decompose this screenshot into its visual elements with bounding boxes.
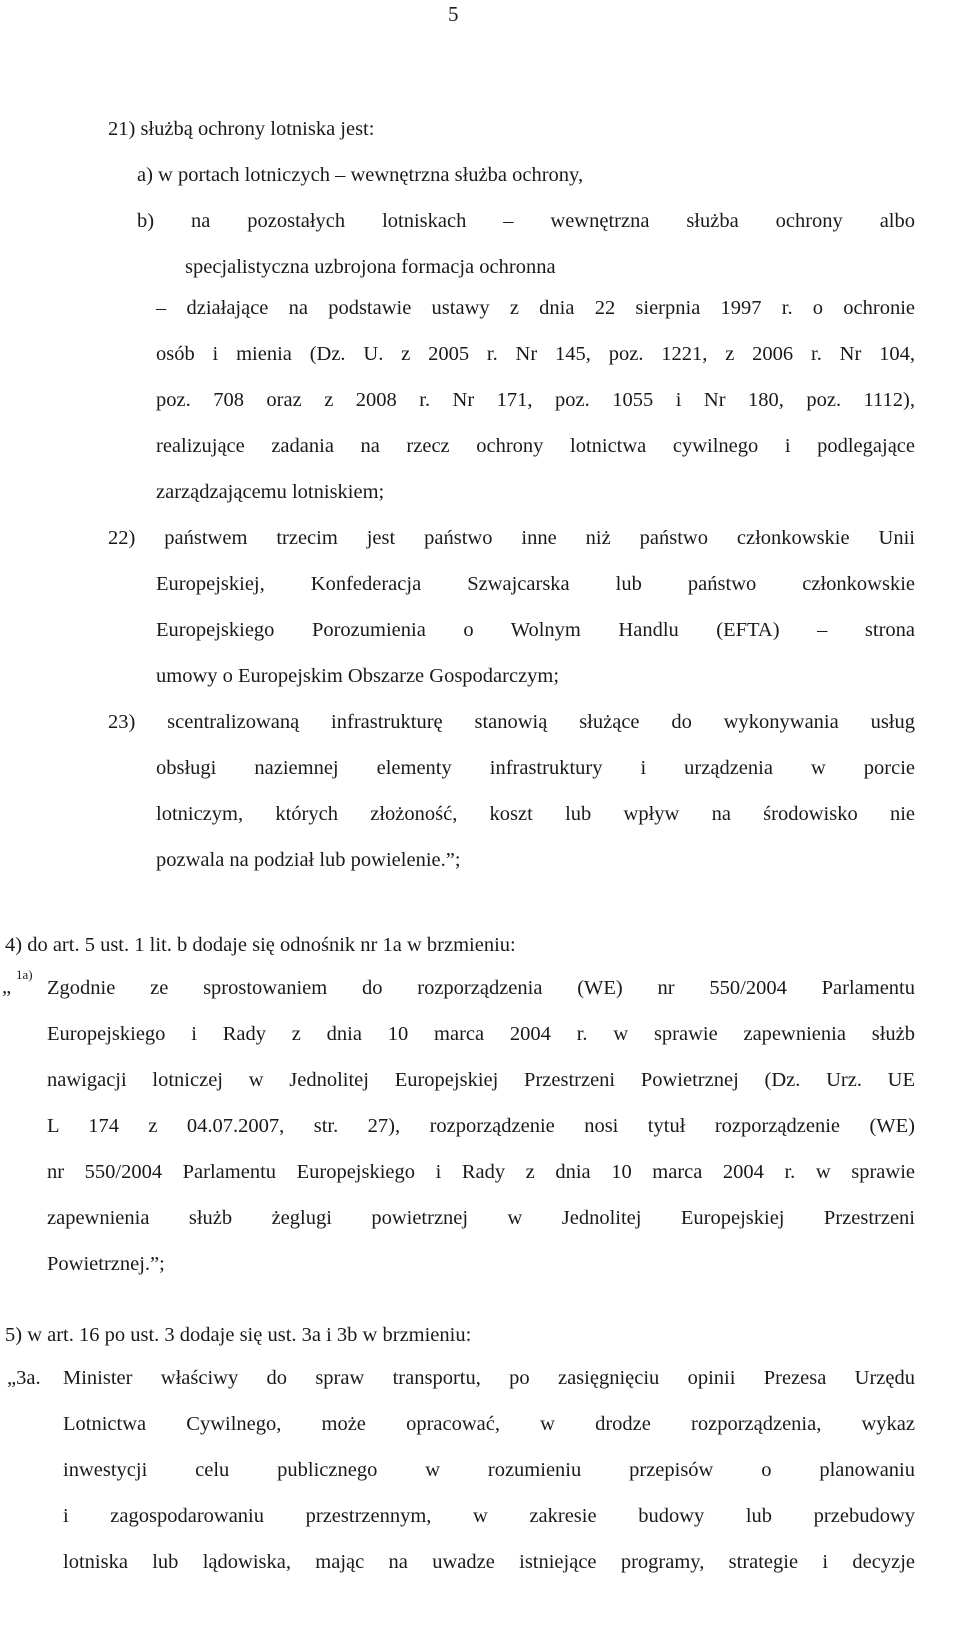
item-22-line: umowy o Europejskim Obszarze Gospodarczym;	[156, 665, 560, 687]
paragraph-3a-line: Minister właściwy do spraw transportu, po zasięgnięciu opinii Prezesa Urzędu	[63, 1367, 915, 1389]
footnote-line: Powietrznej.”;	[47, 1253, 165, 1275]
item-21-b-line: specjalistyczna uzbrojona formacja ochronna	[185, 256, 556, 278]
paragraph-3a-line: inwestycji celu publicznego w rozumieniu przepisów o planowaniu	[63, 1459, 915, 1481]
item-21-text-line: – działające na podstawie ustawy z dnia 22 sierpnia 1997 r. o ochronie	[156, 297, 915, 319]
paragraph-3a-line: i zagospodarowaniu przestrzennym, w zakresie budowy lub przebudowy	[63, 1505, 915, 1527]
point-4-heading: 4) do art. 5 ust. 1 lit. b dodaje się odnośnik nr 1a w brzmieniu:	[5, 934, 516, 956]
paragraph-3a-line: lotniska lub lądowiska, mając na uwadze istniejące programy, strategie i decyzje	[63, 1551, 915, 1573]
item-22-line: 22) państwem trzecim jest państwo inne niż państwo członkowskie Unii	[108, 527, 915, 549]
item-21-b-line: b) na pozostałych lotniskach – wewnętrzna służba ochrony albo	[137, 210, 915, 232]
opening-quote: „	[2, 976, 12, 998]
footnote-line: Europejskiego i Rady z dnia 10 marca 2004 r. w sprawie zapewnienia służb	[47, 1023, 915, 1045]
item-23-line: 23) scentralizowaną infrastrukturę stanowią służące do wykonywania usług	[108, 711, 915, 733]
point-5-heading: 5) w art. 16 po ust. 3 dodaje się ust. 3a i 3b w brzmieniu:	[5, 1324, 472, 1346]
item-21-text-line: poz. 708 oraz z 2008 r. Nr 171, poz. 1055 i Nr 180, poz. 1112),	[156, 389, 915, 411]
item-21-intro: 21) służbą ochrony lotniska jest:	[108, 118, 375, 140]
footnote-line: nawigacji lotniczej w Jednolitej Europejskiej Przestrzeni Powietrznej (Dz. Urz. UE	[47, 1069, 915, 1091]
paragraph-3a-line: Lotnictwa Cywilnego, może opracować, w drodze rozporządzenia, wykaz	[63, 1413, 915, 1435]
item-23-line: lotniczym, których złożoność, koszt lub wpływ na środowisko nie	[156, 803, 915, 825]
footnote-line: L 174 z 04.07.2007, str. 27), rozporządzenie nosi tytuł rozporządzenie (WE)	[47, 1115, 915, 1137]
item-22-line: Europejskiego Porozumienia o Wolnym Handlu (EFTA) – strona	[156, 619, 915, 641]
item-22-line: Europejskiej, Konfederacja Szwajcarska lub państwo członkowskie	[156, 573, 915, 595]
footnote-line: nr 550/2004 Parlamentu Europejskiego i Rady z dnia 10 marca 2004 r. w sprawie	[47, 1161, 915, 1183]
footnote-line: Zgodnie ze sprostowaniem do rozporządzenia (WE) nr 550/2004 Parlamentu	[47, 977, 915, 999]
page-number: 5	[448, 2, 459, 26]
item-23-line: obsługi naziemnej elementy infrastruktury i urządzenia w porcie	[156, 757, 915, 779]
footnote-line: zapewnienia służb żeglugi powietrznej w Jednolitej Europejskiej Przestrzeni	[47, 1207, 915, 1229]
item-21-a: a) w portach lotniczych – wewnętrzna służba ochrony,	[137, 164, 584, 186]
item-21-text-line: osób i mienia (Dz. U. z 2005 r. Nr 145, poz. 1221, z 2006 r. Nr 104,	[156, 343, 915, 365]
footnote-marker: 1a)	[16, 967, 33, 982]
item-23-line: pozwala na podział lub powielenie.”;	[156, 849, 461, 871]
paragraph-label-3a: „3a.	[7, 1367, 41, 1389]
item-21-text-line: realizujące zadania na rzecz ochrony lotnictwa cywilnego i podlegające	[156, 435, 915, 457]
item-21-text-line: zarządzającemu lotniskiem;	[156, 481, 385, 503]
